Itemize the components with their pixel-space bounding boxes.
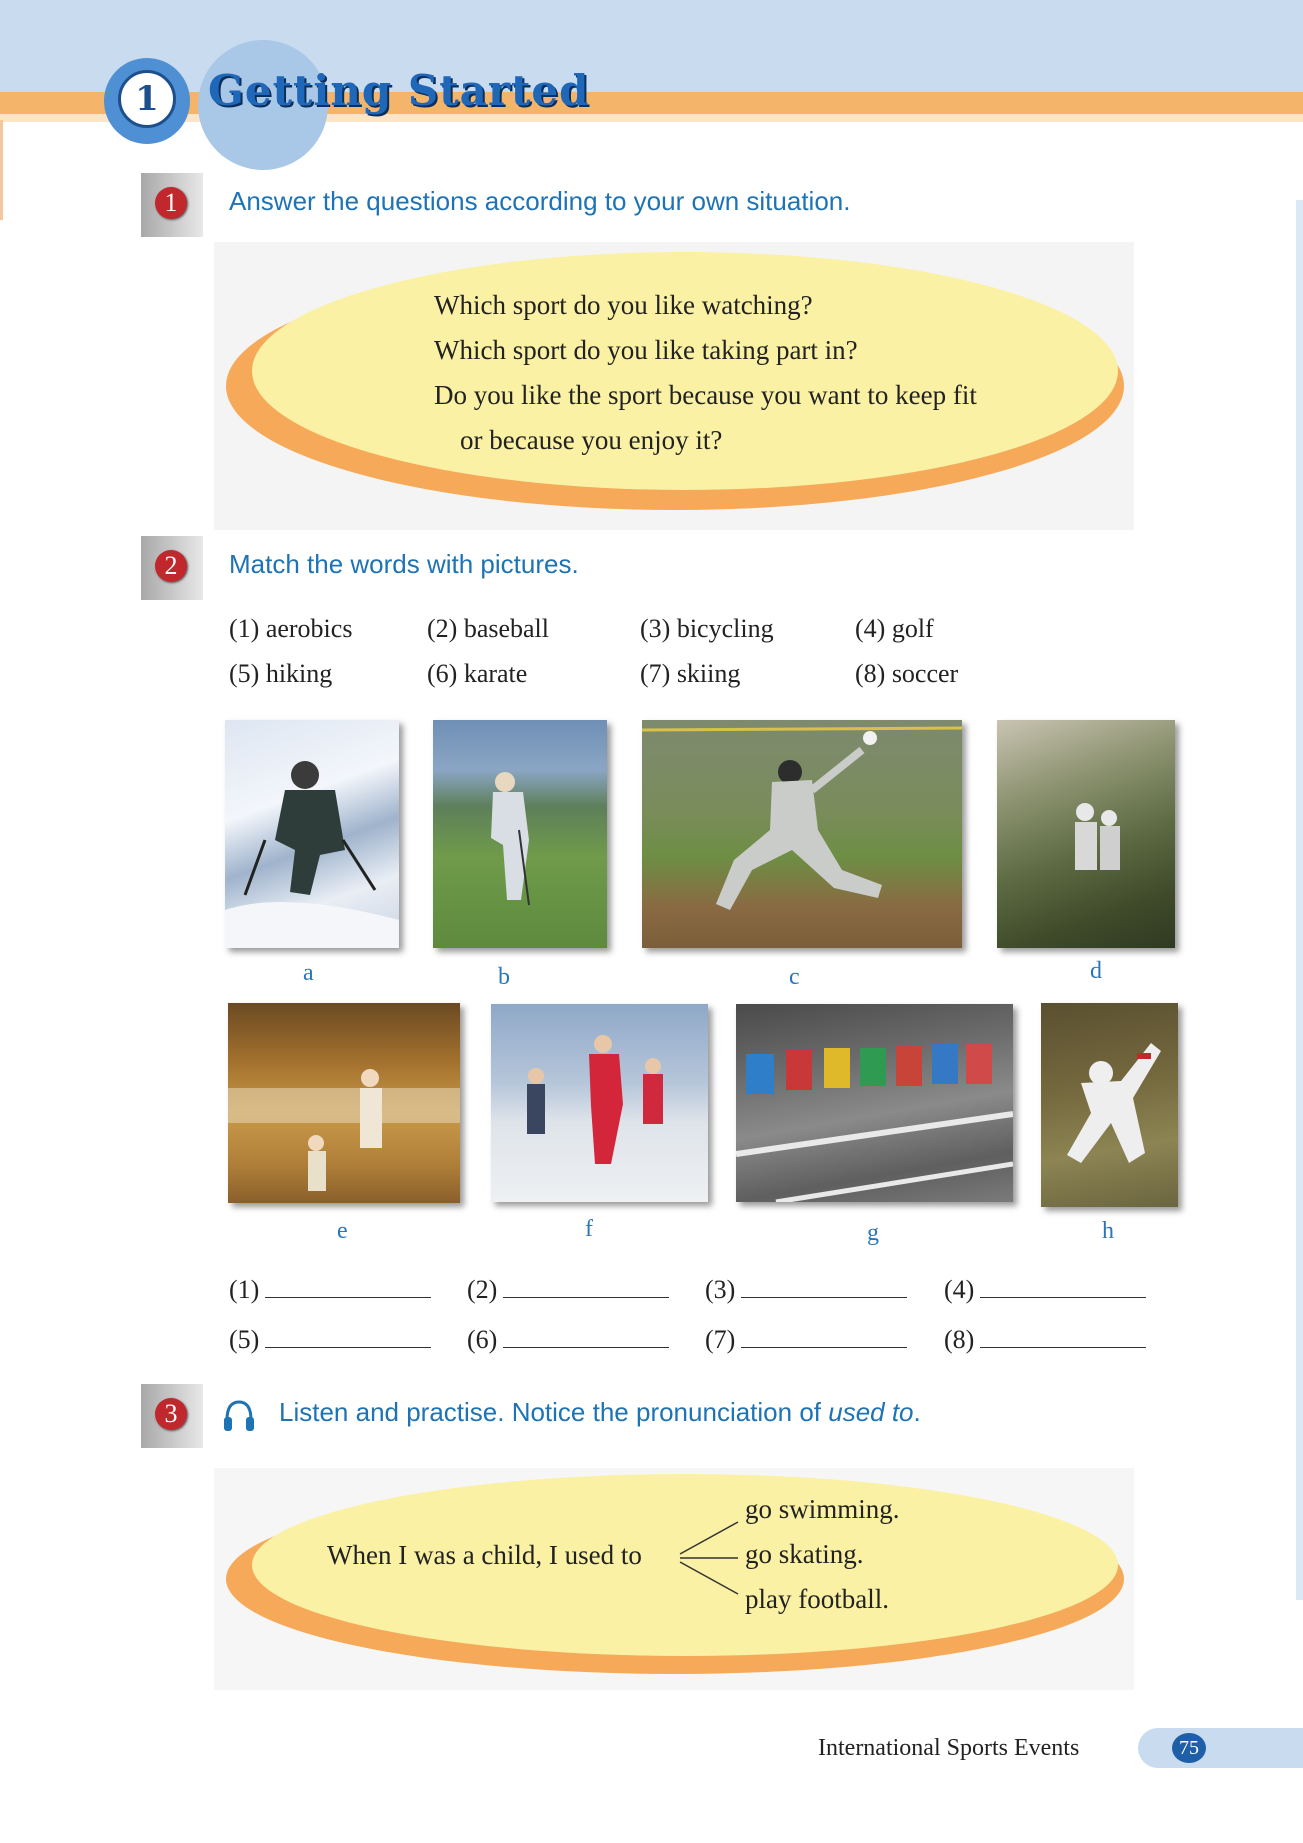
answer-blank-3[interactable] <box>705 1275 907 1305</box>
answer-line[interactable] <box>980 1277 1146 1298</box>
question-3: Do you like the sport because you want to keep fit <box>434 380 977 410</box>
answer-blank-6[interactable] <box>467 1325 669 1355</box>
picture-label-g: g <box>867 1220 879 1246</box>
exercise-3-instruction <box>279 1397 921 1428</box>
word-item: (6) karate <box>427 659 528 688</box>
answer-line[interactable] <box>265 1327 431 1348</box>
answer-blank-4[interactable] <box>944 1275 1146 1305</box>
skier-figure <box>225 720 399 948</box>
unit-number: 1 <box>118 70 176 128</box>
aerobics-figures <box>228 1003 460 1203</box>
exercise-3-instruction-end: . <box>913 1397 921 1427</box>
picture-label-h: h <box>1102 1218 1114 1244</box>
word-item: (1) aerobics <box>229 614 353 643</box>
page-title: Getting Started <box>208 66 590 115</box>
exercise-2-instruction: Match the words with pictures. <box>229 549 579 579</box>
photo-bicycle-racers <box>736 1004 1013 1202</box>
exercise-3-instruction-text: Listen and practise. Notice the pronunciation of <box>279 1397 829 1427</box>
pitcher-figure <box>642 720 962 948</box>
answer-line[interactable] <box>741 1327 907 1348</box>
answer-number: (7) <box>705 1325 736 1354</box>
page-number: 75 <box>1172 1733 1206 1763</box>
header-stripe-shadow <box>0 114 1303 122</box>
answer-number: (3) <box>705 1275 736 1304</box>
photo-karate <box>1041 1003 1178 1207</box>
option-3: play football. <box>745 1584 889 1614</box>
answer-line[interactable] <box>980 1327 1146 1348</box>
answer-number: (2) <box>467 1275 498 1304</box>
answer-blank-8[interactable] <box>944 1325 1146 1355</box>
question-3-continued: or because you enjoy it? <box>460 425 723 455</box>
word-item: (2) baseball <box>427 614 550 643</box>
word-item: (3) bicycling <box>640 614 774 643</box>
picture-label-e: e <box>337 1218 348 1244</box>
answer-line[interactable] <box>741 1277 907 1298</box>
picture-label-d: d <box>1090 958 1102 984</box>
word-item: (7) skiing <box>640 659 741 688</box>
answer-line[interactable] <box>503 1327 669 1348</box>
answer-number: (8) <box>944 1325 975 1354</box>
photo-soccer-players <box>491 1004 708 1202</box>
question-1: Which sport do you like watching? <box>434 290 813 320</box>
exercise-3-instruction-target: used to <box>828 1397 914 1427</box>
page-number-tab <box>1138 1728 1303 1768</box>
page-left-strip <box>0 120 3 220</box>
hikers-figure <box>997 720 1175 948</box>
picture-label-c: c <box>789 964 800 990</box>
answer-blank-1[interactable] <box>229 1275 431 1305</box>
answer-number: (5) <box>229 1325 260 1354</box>
picture-label-a: a <box>303 960 314 986</box>
exercise-2-number: 2 <box>155 550 187 582</box>
exercise-3-number: 3 <box>155 1398 187 1430</box>
word-item: (4) golf <box>855 614 934 643</box>
answer-number: (4) <box>944 1275 975 1304</box>
answer-blank-5[interactable] <box>229 1325 431 1355</box>
answer-blank-7[interactable] <box>705 1325 907 1355</box>
photo-golfer <box>433 720 607 948</box>
picture-label-b: b <box>498 964 510 990</box>
sentence-stem: When I was a child, I used to <box>327 1540 642 1570</box>
page-edge-strip <box>1296 200 1303 1600</box>
golfer-figure <box>433 720 607 948</box>
answer-number: (6) <box>467 1325 498 1354</box>
answer-line[interactable] <box>503 1277 669 1298</box>
header-band <box>0 0 1303 92</box>
option-1: go swimming. <box>745 1494 900 1524</box>
option-2: go skating. <box>745 1539 864 1569</box>
picture-label-f: f <box>585 1216 593 1242</box>
question-2: Which sport do you like taking part in? <box>434 335 858 365</box>
header-stripe <box>0 92 1303 114</box>
word-item: (5) hiking <box>229 659 333 688</box>
book-section-title: International Sports Events <box>818 1735 1080 1761</box>
photo-hikers <box>997 720 1175 948</box>
branch-lines <box>678 1510 740 1606</box>
answer-line[interactable] <box>265 1277 431 1298</box>
soccer-figures <box>491 1004 708 1202</box>
karate-figure <box>1041 1003 1178 1207</box>
exercise-1-instruction: Answer the questions according to your own situation. <box>229 186 851 216</box>
photo-aerobics-class <box>228 1003 460 1203</box>
cyclists-figures <box>736 1004 1013 1202</box>
photo-skier <box>225 720 399 948</box>
word-item: (8) soccer <box>855 659 959 688</box>
exercise-1-number: 1 <box>155 187 187 219</box>
answer-number: (1) <box>229 1275 260 1304</box>
answer-blank-2[interactable] <box>467 1275 669 1305</box>
photo-baseball-pitcher <box>642 720 962 948</box>
headphones-icon[interactable] <box>222 1398 256 1434</box>
